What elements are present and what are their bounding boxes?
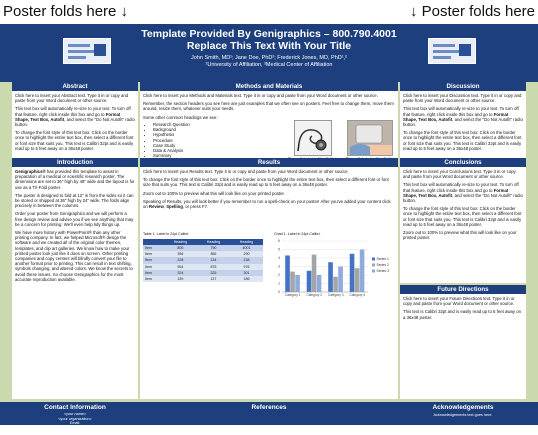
chart-bar bbox=[338, 267, 343, 293]
introduction-panel bbox=[12, 158, 138, 399]
conclusions-p2: This text box will automatically re-size to your text. To turn off that feature, right click inside this box and go to Format Shape, Text Box, Autofit, and select the "Do Not Autofit" radio button. bbox=[403, 182, 523, 204]
chart-1-caption: Chart 1. Label in 24pt Calibri. bbox=[274, 232, 321, 236]
conclusions-p4: Zoom out to 100% to preview what this will look like on your printed poster. bbox=[403, 230, 517, 241]
results-panel bbox=[140, 158, 398, 399]
acknowledgements-heading: Acknowledgements bbox=[432, 404, 494, 411]
figure-1-image bbox=[294, 120, 332, 156]
chart-bar bbox=[317, 275, 322, 292]
poster-title-line2: Replace This Text With Your Title bbox=[186, 40, 352, 52]
poster bbox=[0, 24, 538, 435]
methods-list-item: • Procedure bbox=[153, 138, 223, 143]
future-directions-panel bbox=[400, 285, 526, 399]
poster-footer bbox=[0, 402, 538, 435]
authors: John Smith, MD¹; Jane Doe, PhD²; Frederick Jones, MD, PhD¹,² bbox=[191, 55, 347, 61]
conclusions-p1: Click here to insert your Conclusions text. Type it in or copy and paste from your Word document or other source. bbox=[403, 169, 516, 180]
table-cell: 324 bbox=[164, 270, 197, 276]
results-p4: Speaking of Results, you will look better if you remember to run a spell-check on your poster! After you've added your content click on Review, Spelling, or press F7. bbox=[143, 198, 391, 210]
introduction-p2: The poster is designed to fold at 12" in from the sides so it can be stored or shipped at 36" high by 24" wide. The folds align precisely in between the columns. bbox=[15, 192, 134, 209]
introduction-heading: Introduction bbox=[12, 158, 138, 167]
chart-bar bbox=[333, 277, 338, 292]
abstract-p3: To change the font style of this text box: Click on the border once to highlight the entire text box, then select a different font or font size that suits you. This text is Calibri 32pt and is easily read up to 5 feet away on a 36x48 poster. bbox=[15, 130, 134, 151]
table-cell: Item bbox=[143, 276, 164, 282]
chart-y-tick-label: 5 bbox=[278, 247, 280, 252]
discussion-heading: Discussion bbox=[400, 82, 526, 91]
chart-legend-label: Series 3 bbox=[376, 269, 389, 273]
abstract-p1: Click here to insert your Abstract text. Type it in or copy and paste from your Word document or other source. bbox=[15, 93, 129, 104]
chart-y-tick-label: 4 bbox=[278, 256, 280, 261]
table-cell: 325 bbox=[197, 270, 230, 276]
discussion-p3: To change the font style of this text box: Click on the border once to highlight the entire text box, then select a different font or font size that suits you. This text is Calibri 32pt and is easily read up to 5 feet away on a 36x48 poster. bbox=[403, 130, 522, 151]
acknowledgements-text: Acknowledgements text goes here. bbox=[433, 413, 493, 417]
chart-bar bbox=[312, 255, 317, 292]
chart-legend-label: Series 2 bbox=[376, 263, 389, 267]
table-cell: 790 bbox=[197, 245, 230, 251]
contact-phone: Phone: bbox=[68, 430, 82, 435]
table-cell: Item bbox=[143, 257, 164, 263]
methods-list-item: • Background bbox=[153, 127, 223, 132]
table-cell: 301 bbox=[230, 270, 263, 276]
conclusions-text bbox=[403, 169, 523, 243]
table-row bbox=[143, 276, 263, 282]
contact-website: Website: bbox=[67, 425, 83, 430]
poster-header bbox=[0, 24, 538, 82]
discussion-text bbox=[403, 93, 523, 154]
fold-label-right: ↓ Poster folds here bbox=[409, 3, 535, 20]
figure-2-image bbox=[347, 120, 393, 156]
abstract-text bbox=[15, 93, 135, 154]
chart-bar bbox=[360, 250, 365, 293]
contact-email: Email: bbox=[69, 421, 81, 426]
results-heading: Results bbox=[140, 158, 398, 167]
results-chart bbox=[272, 238, 394, 302]
fold-label-left: Poster folds here ↓ bbox=[3, 3, 129, 20]
contact-heading: Contact Information bbox=[44, 404, 106, 411]
affiliations: ¹University of Affiliation, ²Medical Center of Affiliation bbox=[205, 62, 333, 68]
table-cell: 159 bbox=[164, 276, 197, 282]
results-p1: Click here to insert your Results text. Type it in or copy and paste from your Word document or other source. bbox=[143, 169, 349, 174]
table-cell: 186 bbox=[230, 276, 263, 282]
chart-bar bbox=[328, 262, 333, 292]
methods-list-item: • Case Study bbox=[153, 143, 223, 148]
chart-legend-swatch bbox=[372, 258, 375, 261]
references-heading: References bbox=[251, 404, 287, 411]
chart-x-tick-label: Category 4 bbox=[349, 293, 366, 297]
chart-y-tick-label: 0 bbox=[278, 290, 280, 295]
table-cell: 875 bbox=[197, 264, 230, 270]
future-p2: This text is Calibri 32pt and is easily read up to 5 feet away on a 36x48 poster. bbox=[403, 309, 521, 320]
table-header-cell: Heading bbox=[164, 239, 197, 245]
chart-bar bbox=[350, 254, 355, 292]
methods-p1: Click here to insert your Methods and Materials text. Type it in or copy and paste from your Word document or other source. bbox=[143, 93, 378, 98]
table-cell: 134 bbox=[197, 257, 230, 263]
methods-list bbox=[143, 122, 223, 158]
chart-x-tick-label: Category 2 bbox=[306, 293, 323, 297]
abstract-p2: This text box will automatically re-size to your text. To turn off that feature, right click inside this box and go to Format Shape, Text Box, Autofit, and select the "Do Not Autofit" radio button. bbox=[15, 106, 135, 128]
results-p2: To change the font style of this text box: Click on the border once to highlight the entire text box, then select a different font or font size that suits you. This text is Calibri 32pt and is easily read up to 5 feet away on a 36x48 poster. bbox=[143, 177, 389, 188]
methods-heading: Methods and Materials bbox=[140, 82, 398, 91]
discussion-p1: Click here to insert your Discussion text. Type it in or copy and paste from your Word document or other source. bbox=[403, 93, 522, 104]
chart-bar bbox=[355, 268, 360, 292]
table-cell: 800 bbox=[164, 245, 197, 251]
poster-title-line1: Template Provided By Genigraphics – 800.790.4001 bbox=[141, 28, 397, 40]
table-cell: 290 bbox=[230, 251, 263, 257]
conclusions-heading: Conclusions bbox=[400, 158, 526, 167]
table-cell: Item bbox=[143, 245, 164, 251]
abstract-heading: Abstract bbox=[12, 82, 138, 91]
introduction-p4: We have more history with PowerPoint® than any other printing company. In fact, we helped Microsoft® design the software and we created all of the original color themes, templates, and clip art galleries. We know how to make your printed poster look just like it does on screen. Other printing companies and copy centers will blindly convert your file to another format prior to printing. This can result in text shifting, symbols changing, and altered colors. We know the secrets to avoid these issues. So choose Genigraphics for the most accurate reproduction available. bbox=[15, 230, 133, 282]
chart-bar bbox=[285, 255, 290, 292]
chart-bar bbox=[295, 275, 300, 292]
methods-list-item: • Data & Analysis bbox=[153, 148, 223, 153]
chart-y-tick-label: 6 bbox=[278, 239, 280, 244]
table-cell: 228 bbox=[164, 257, 197, 263]
introduction-p1: Genigraphics® has provided this template to assist in preparation of a medical or scientific research poster. The dimensions are set to 36" high by 48" wide and the layout is for use as a Tri-Fold poster. bbox=[15, 169, 135, 190]
chart-bar bbox=[290, 272, 295, 292]
table-cell: 4001 bbox=[230, 245, 263, 251]
table-header-cell: Heading bbox=[197, 239, 230, 245]
contact-name: <your name> bbox=[63, 412, 87, 416]
chart-y-tick-label: 2 bbox=[278, 273, 280, 278]
future-p1: Click here to insert your Future Directions text. Type it in or copy and paste from your Word document or other source. bbox=[403, 296, 515, 307]
chart-x-tick-label: Category 1 bbox=[284, 293, 301, 297]
methods-p3: Some other common headings we see: bbox=[143, 114, 218, 120]
methods-list-item: • Summary bbox=[153, 153, 223, 158]
results-p3: Zoom out to 100% to preview what this will look like on your printed poster. bbox=[143, 190, 285, 196]
chart-legend-swatch bbox=[372, 270, 375, 273]
table-1-caption: Table 1. Label in 24pt Calibri. bbox=[143, 232, 190, 236]
methods-list-item: • Research Question bbox=[153, 122, 223, 127]
table-cell: Item bbox=[143, 251, 164, 257]
results-text bbox=[143, 169, 395, 212]
future-directions-heading: Future Directions bbox=[400, 285, 526, 294]
table-cell: 856 bbox=[197, 251, 230, 257]
table-cell: 238 bbox=[230, 257, 263, 263]
conclusions-panel bbox=[400, 158, 526, 283]
chart-legend-swatch bbox=[372, 264, 375, 267]
chart-legend-label: Series 1 bbox=[376, 257, 389, 261]
conclusions-p3: To change the font style of this text box: Click on the border once to highlight the entire text box, then select a different font or font size that suits you. This text is Calibri 32pt and is easily read up to 5 feet away on a 36x48 poster. bbox=[403, 206, 522, 227]
chart-y-tick-label: 1 bbox=[278, 281, 280, 286]
table-cell: 137 bbox=[197, 276, 230, 282]
introduction-text bbox=[15, 169, 135, 285]
table-header-cell: Heading bbox=[230, 239, 263, 245]
table-cell: 954 bbox=[164, 264, 197, 270]
contact-organization: <your organization> bbox=[58, 416, 92, 421]
methods-p2: Remember, the section headers you see here are just examples that we often see on posters. Feel free to change them, move them around, resize them, whatever suits your needs. bbox=[143, 101, 394, 112]
results-table bbox=[143, 239, 263, 282]
table-cell: 356 bbox=[164, 251, 197, 257]
chart-x-tick-label: Category 3 bbox=[327, 293, 344, 297]
chart-y-tick-label: 3 bbox=[278, 264, 280, 269]
contact-info bbox=[12, 412, 138, 435]
discussion-p2: This text box will automatically re-size to your text. To turn off that feature, right click inside this box and go to Format Shape, Text Box, Autofit, and select the "Do Not Autofit" radio button. bbox=[403, 106, 523, 128]
methods-list-item: • Hypothesis bbox=[153, 132, 223, 137]
introduction-p3: Order your poster from Genigraphics and we will perform a free design review and advise you if we see anything that may be a concern for printing. We'll even help tidy things up. bbox=[15, 211, 134, 227]
methods-text bbox=[143, 93, 395, 120]
future-directions-text bbox=[403, 296, 523, 323]
table-cell: Item bbox=[143, 264, 164, 270]
table-cell: 976 bbox=[230, 264, 263, 270]
table-cell: Item bbox=[143, 270, 164, 276]
chart-bar bbox=[307, 271, 312, 292]
